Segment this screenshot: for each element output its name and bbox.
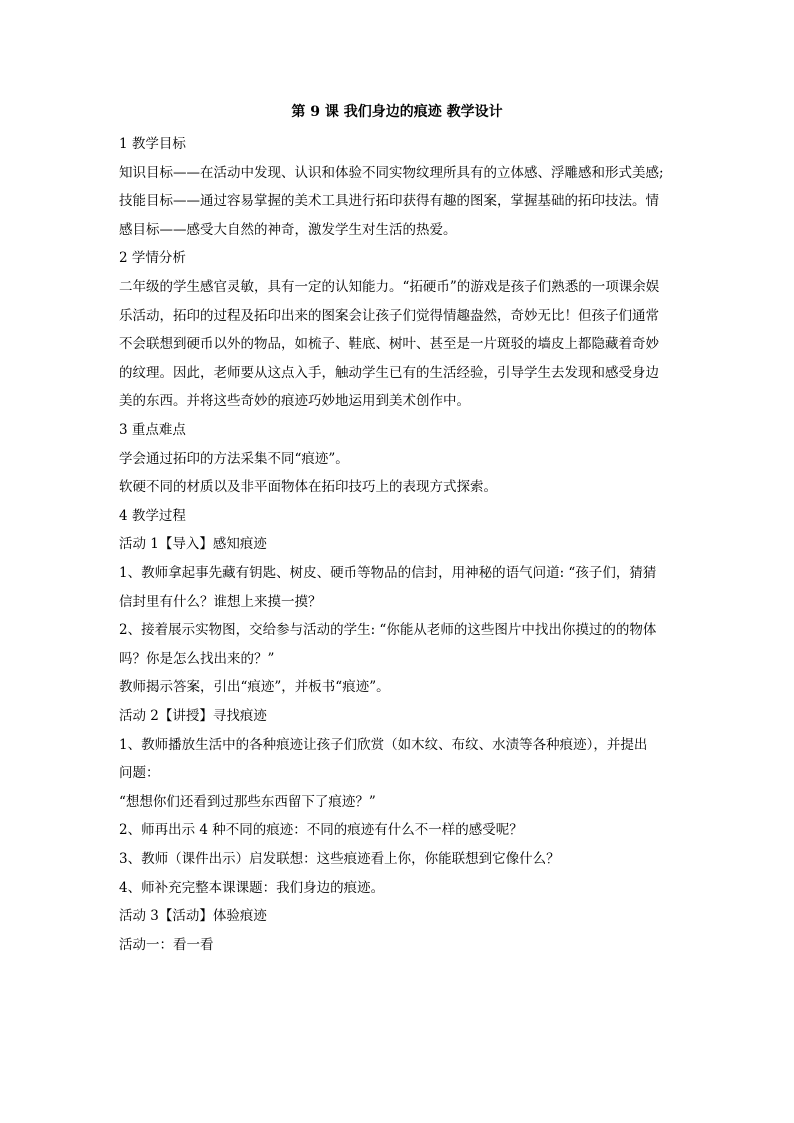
- text-line: 1、教师播放生活中的各种痕迹让孩子们欣赏（如木纹、布纹、水渍等各种痕迹），并提出: [119, 736, 648, 753]
- text-line: 不会联想到硬币以外的物品，如梳子、鞋底、树叶、甚至是一片斑驳的墙皮上都隐藏着奇妙: [119, 336, 659, 353]
- text-line: 1、教师拿起事先藏有钥匙、树皮、硬币等物品的信封，用神秘的语气问道: “孩子们，猜猜: [119, 565, 657, 581]
- text-line: 活动 2【讲授】寻找痕迹: [119, 708, 267, 724]
- text-line: 知识目标——在活动中发现、认识和体验不同实物纹理所具有的立体感、浮雕感和形式美感;: [119, 164, 664, 181]
- text-line: 4 教学过程: [119, 507, 186, 524]
- text-line: 乐活动，拓印的过程及拓印出来的图案会让孩子们觉得情趣盎然，奇妙无比！但孩子们通常: [119, 307, 659, 324]
- text-line: 2、接着展示实物图，交给参与活动的学生: “你能从老师的这些图片中找出你摸过的的物体: [119, 622, 657, 639]
- text-line: 3 重点难点: [119, 422, 186, 438]
- text-line: 美的东西。并将这些奇妙的痕迹巧妙地运用到美术创作中。: [119, 393, 470, 410]
- text-line: 教师揭示答案，引出“痕迹”，并板书“痕迹”。: [119, 679, 390, 696]
- text-line: 1 教学目标: [119, 136, 186, 152]
- text-line: 信封里有什么？谁想上来摸一摸？: [119, 593, 322, 610]
- text-line: 的纹理。因此，老师要从这点入手，触动学生已有的生活经验，引导学生去发现和感受身边: [119, 364, 659, 381]
- text-line: 二年级的学生感官灵敏，具有一定的认知能力。“拓硬币”的游戏是孩子们熟悉的一项课余娱: [119, 279, 660, 295]
- text-line: 吗？你是怎么找出来的？”: [119, 650, 275, 667]
- text-line: 4、师补充完整本课课题：我们身边的痕迹。: [119, 879, 385, 896]
- text-line: 活动一：看一看: [119, 936, 214, 953]
- text-line: 2 学情分析: [119, 250, 186, 267]
- text-line: 问题：: [119, 765, 160, 782]
- text-line: 感目标——感受大自然的神奇，激发学生对生活的热爱。: [119, 221, 457, 238]
- text-line: 学会通过拓印的方法采集不同“痕迹”。: [119, 450, 349, 467]
- text-line: 软硬不同的材质以及非平面物体在拓印技巧上的表现方式探索。: [119, 479, 497, 496]
- text-line: 活动 1【导入】感知痕迹: [119, 536, 267, 553]
- text-line: 2、师再出示 4 种不同的痕迹：不同的痕迹有什么不一样的感受呢？: [119, 822, 523, 839]
- document-title: 第 9 课 我们身边的痕迹 教学设计: [291, 104, 503, 120]
- text-line: 活动 3【活动】体验痕迹: [119, 908, 267, 925]
- text-line: 3、教师（课件出示）启发联想：这些痕迹看上你，你能联想到它像什么？: [119, 851, 560, 867]
- text-line: 技能目标——通过容易掌握的美术工具进行拓印获得有趣的图案，掌握基础的拓印技法。情: [119, 193, 659, 210]
- text-line: “想想你们还看到过那些东西留下了痕迹？”: [119, 793, 376, 810]
